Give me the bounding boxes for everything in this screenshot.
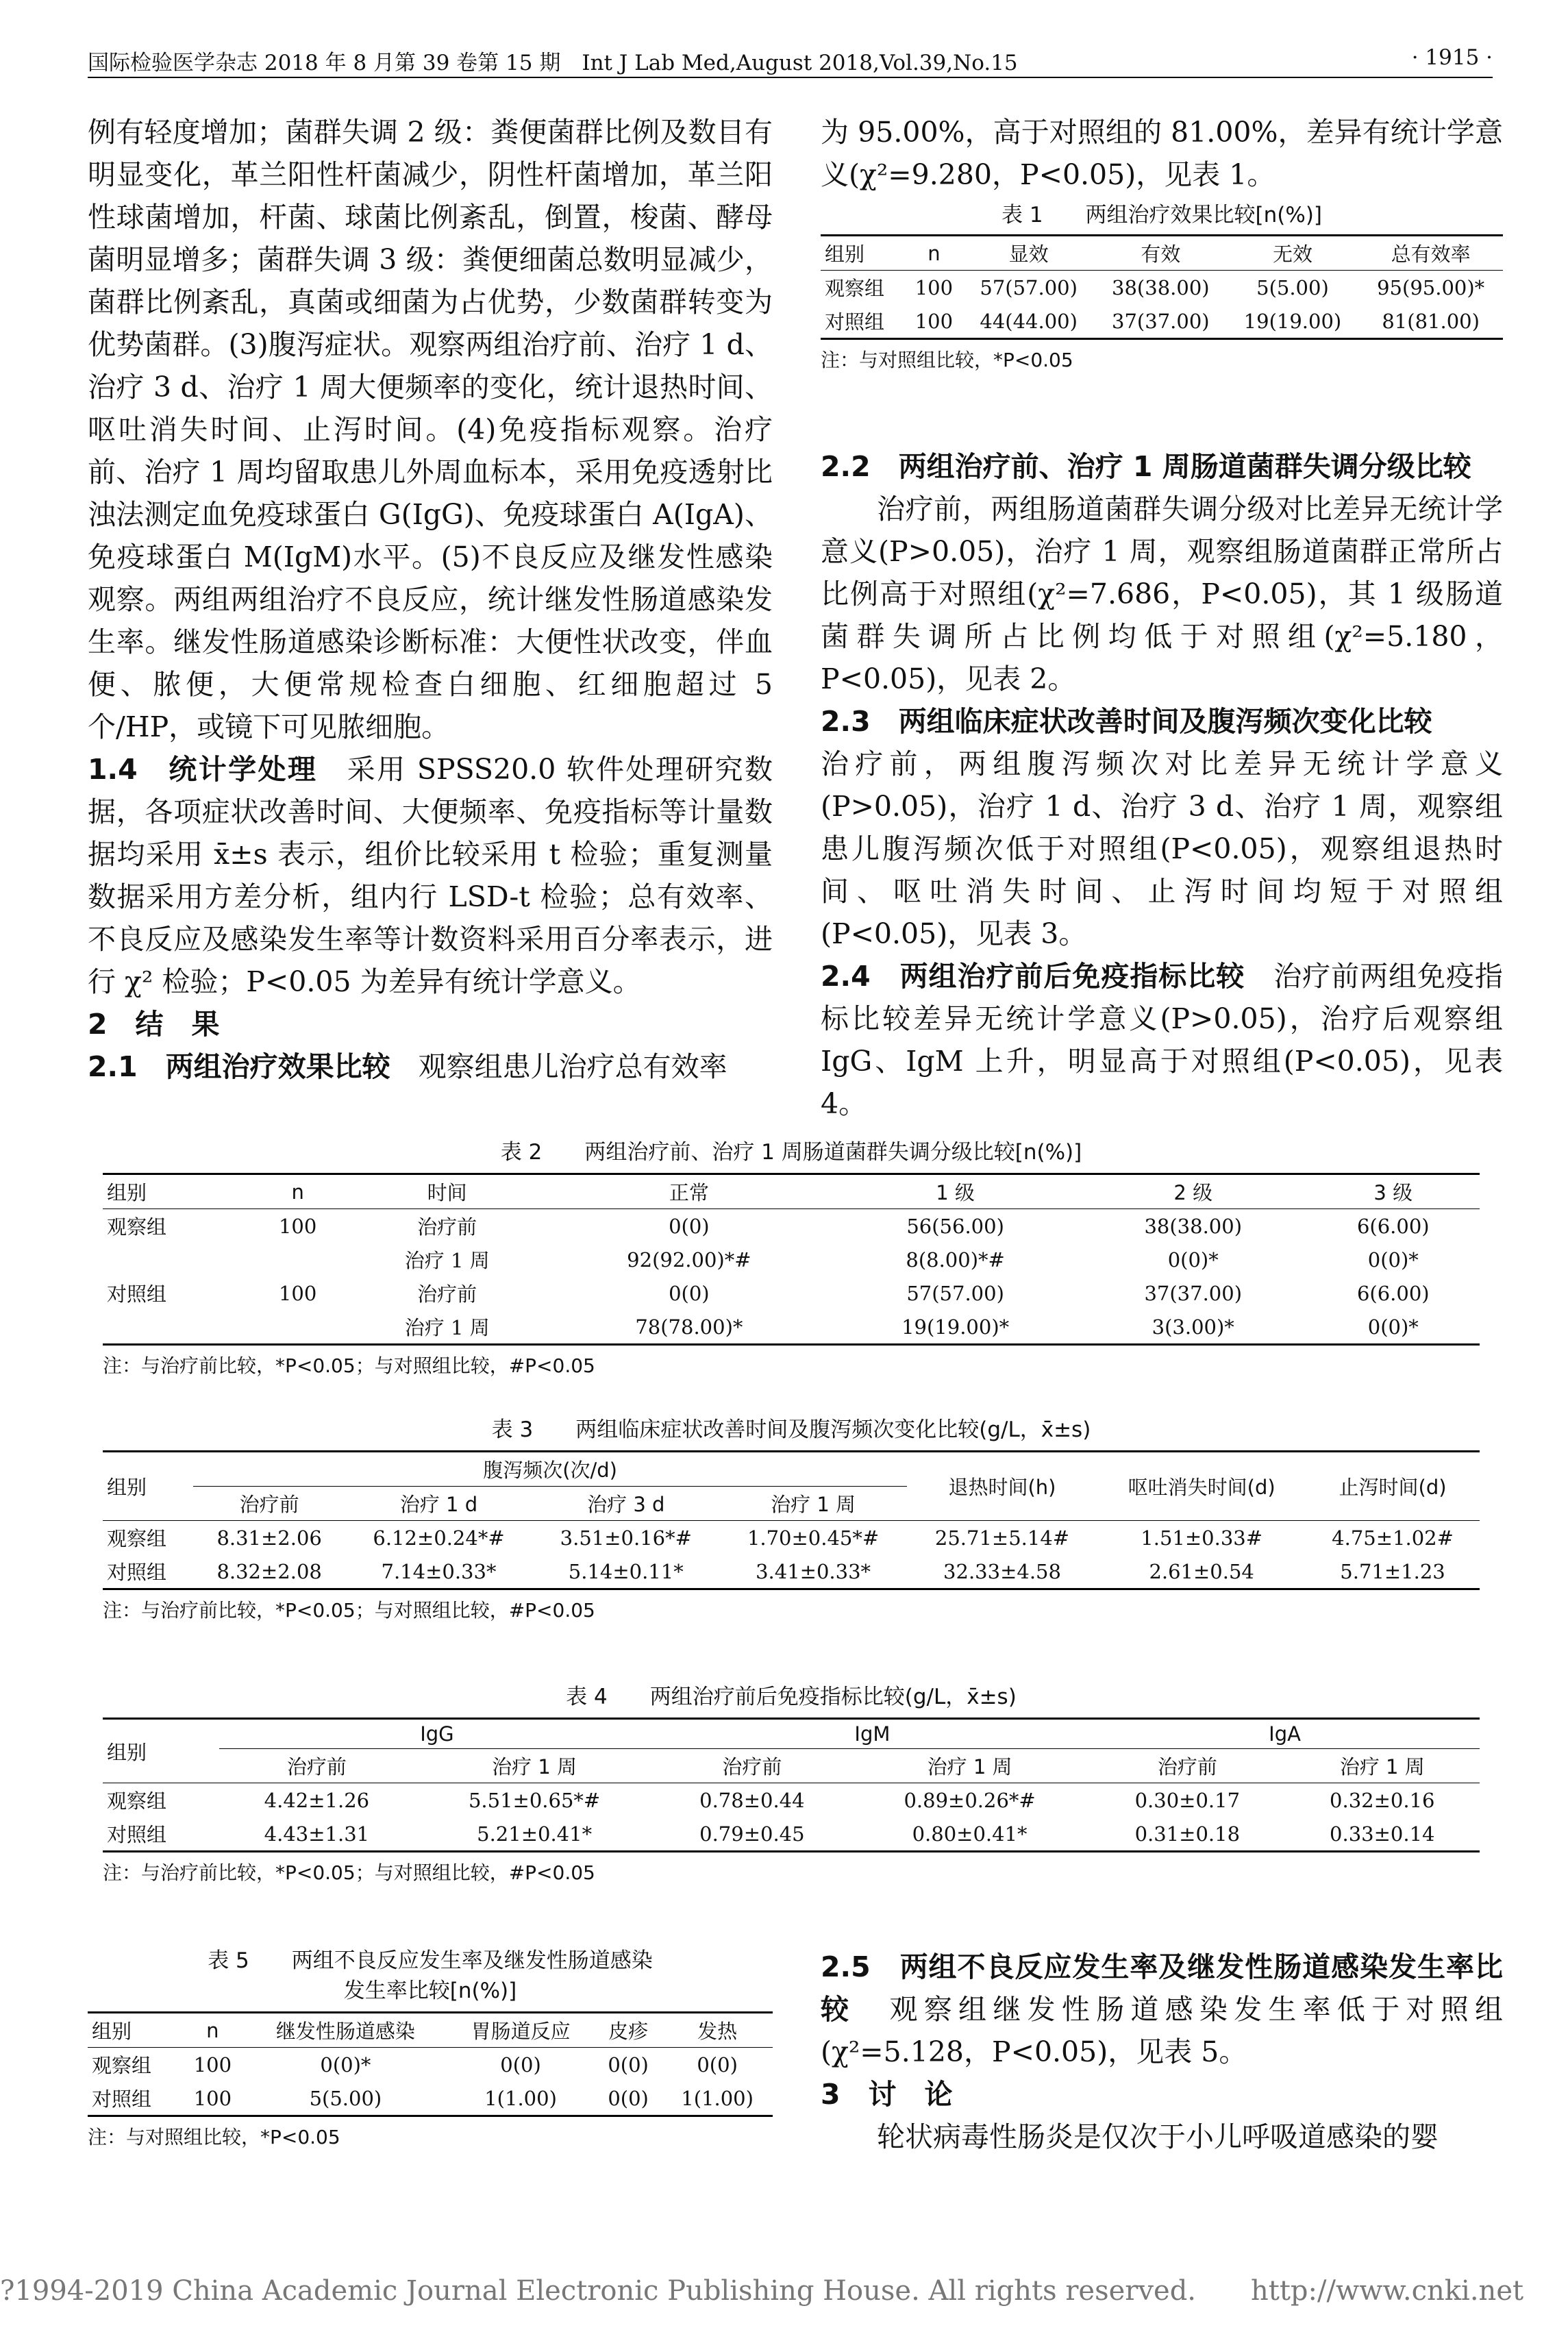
th-before: 治疗前	[1157, 1755, 1217, 1778]
cell: 0(0)*	[1167, 1248, 1219, 1272]
table-row	[103, 1817, 1480, 1852]
section-heading: 2.4 两组治疗前后免疫指标比较	[821, 960, 1245, 993]
cell: 对照组	[92, 2087, 152, 2111]
th-n: n	[291, 1180, 304, 1204]
cell: 38(38.00)	[1112, 275, 1210, 299]
table-2-caption: 表 2 两组治疗前、治疗 1 周肠道菌群失调分级比较[n(%)]	[500, 1140, 1082, 1165]
th-iga: IgA	[1090, 1719, 1480, 1749]
cell: 78(78.00)*	[635, 1315, 743, 1339]
cell: 1(1.00)	[681, 2086, 754, 2110]
cell: 对照组	[825, 310, 885, 334]
section-heading: 1.4 统计学处理	[88, 753, 318, 786]
cell: 3.51±0.16*#	[560, 1526, 692, 1550]
cell: 25.71±5.14#	[934, 1526, 1070, 1550]
th-fever: 发热	[697, 2020, 738, 2043]
th-grade1: 1 级	[936, 1181, 975, 1204]
th-total: 总有效率	[1391, 243, 1471, 266]
table-5-grid	[88, 2011, 773, 2117]
cell: 8.31±2.06	[216, 1526, 322, 1550]
copyright-footer: ?1994-2019 China Academic Journal Electronic Publishing House. All rights reserved. http://www.cnki.net	[0, 2275, 1524, 2307]
cell: 6.12±0.24*#	[373, 1526, 505, 1550]
cell: 5(5.00)	[1256, 275, 1329, 299]
th-group: 组别	[825, 243, 865, 266]
table-row	[103, 1209, 1480, 1243]
cell: 6(6.00)	[1356, 1214, 1430, 1238]
table-row	[103, 1243, 1480, 1276]
cell: 0.31±0.18	[1134, 1822, 1241, 1846]
section-2-2-heading: 2.2 两组治疗前、治疗 1 周肠道菌群失调分级比较	[821, 450, 1471, 483]
section-2-3-body: 治疗前，两组腹泻频次对比差异无统计学意义(P>0.05)，治疗 1 d、治疗 3 d、治疗 1 周，观察组患儿腹泻频次低于对照组(P<0.05)，观察组退热时间、呕吐消失时间、止泻时间均短于对照组(P<0.05)，见表 3。	[821, 747, 1503, 950]
cell: 对照组	[107, 1282, 167, 1306]
section-body: 治疗前两组免疫指标比较差异无统计学意义(P>0.05)，治疗后观察组 IgG、IgM 上升，明显高于对照组(P<0.05)，见表 4。	[821, 960, 1504, 1120]
cell: 0.80±0.41*	[912, 1822, 1028, 1846]
cell: 7.14±0.33*	[381, 1559, 497, 1583]
th-group: 组别	[107, 1181, 147, 1204]
table-3-grid	[103, 1450, 1480, 1590]
table-row	[821, 271, 1503, 305]
cell: 37(37.00)	[1144, 1281, 1243, 1305]
cell: 0(0)	[669, 1214, 710, 1238]
cell: 0.79±0.45	[699, 1822, 805, 1846]
cell: 6(6.00)	[1356, 1281, 1430, 1305]
th-before: 治疗前	[286, 1755, 347, 1778]
cell: 0(0)*	[1367, 1248, 1419, 1272]
th-diarrhea-frequency: 腹泻频次(次/d)	[193, 1452, 906, 1487]
cell	[248, 1243, 347, 1276]
th-effective: 有效	[1141, 243, 1181, 266]
table-row	[103, 1276, 1480, 1310]
cell: 观察组	[92, 2054, 152, 2077]
th-gi-reaction: 胃肠道反应	[471, 2020, 571, 2043]
table-2-note: 注：与治疗前比较，*P<0.05；与对照组比较，#P<0.05	[103, 1354, 595, 1377]
table-row	[103, 1521, 1480, 1555]
cell: 100	[193, 2086, 232, 2110]
th-group: 组别	[103, 1452, 193, 1521]
section-2-heading: 2 结 果	[88, 1008, 220, 1041]
cell: 5(5.00)	[309, 2086, 382, 2110]
th-day1: 治疗 1 d	[399, 1493, 478, 1516]
th-week1: 治疗 1 周	[771, 1493, 856, 1516]
table-4	[103, 1682, 1480, 1885]
cell	[103, 1243, 248, 1276]
cell: 观察组	[107, 1789, 167, 1813]
cell: 5.21±0.41*	[477, 1822, 593, 1846]
cell: 治疗 1 周	[404, 1316, 490, 1339]
table-5-note: 注：与对照组比较，*P<0.05	[88, 2126, 340, 2148]
cell: 3(3.00)*	[1152, 1315, 1234, 1339]
th-igg: IgG	[219, 1719, 654, 1749]
th-fever-time: 退热时间(h)	[907, 1452, 1098, 1521]
section-2-4	[821, 955, 1503, 1125]
cell: 观察组	[825, 277, 885, 300]
cell: 0.32±0.16	[1330, 1788, 1435, 1812]
cell: 0(0)	[608, 2053, 649, 2077]
cell: 92(92.00)*#	[627, 1248, 751, 1272]
journal-info: 国际检验医学杂志 2018 年 8 月第 39 卷第 15 期 Int J Lab Med,August 2018,Vol.39,No.15	[88, 51, 1018, 75]
right-column-top	[821, 111, 1503, 196]
running-header	[88, 42, 1493, 78]
cell: 100	[278, 1214, 317, 1238]
th-week1: 治疗 1 周	[927, 1755, 1012, 1778]
table-5-caption-line1: 表 5 两组不良反应发生率及继发性肠道感染	[208, 1948, 653, 1973]
cell: 2.61±0.54	[1149, 1559, 1254, 1583]
section-2-5	[821, 1946, 1503, 2073]
table-3-note: 注：与治疗前比较，*P<0.05；与对照组比较，#P<0.05	[103, 1599, 595, 1622]
th-vomit-time: 呕吐消失时间(d)	[1097, 1452, 1306, 1521]
th-igm: IgM	[655, 1719, 1090, 1749]
cell: 0.78±0.44	[699, 1788, 805, 1812]
table-row	[88, 2048, 773, 2082]
cell: 0.89±0.26*#	[904, 1788, 1036, 1812]
table-4-grid	[103, 1718, 1480, 1852]
table-3-caption: 表 3 两组临床症状改善时间及腹泻频次变化比较(g/L，x̄±s)	[491, 1417, 1091, 1442]
th-before: 治疗前	[239, 1493, 299, 1516]
cell: 81(81.00)	[1382, 309, 1480, 333]
cell: 100	[193, 2053, 232, 2077]
cell: 56(56.00)	[906, 1214, 1004, 1238]
th-secondary-infection: 继发性肠道感染	[275, 2020, 415, 2043]
th-group: 组别	[92, 2020, 132, 2043]
cell: 1.70±0.45*#	[747, 1526, 880, 1550]
th-group: 组别	[103, 1719, 219, 1783]
left-column	[88, 111, 773, 1088]
cell: 0(0)*	[320, 2053, 371, 2077]
cell: 5.51±0.65*#	[468, 1788, 601, 1812]
th-rash: 皮疹	[608, 2020, 649, 2043]
cell: 5.14±0.11*	[568, 1559, 684, 1583]
cell: 57(57.00)	[980, 275, 1078, 299]
cell: 1(1.00)	[484, 2086, 557, 2110]
cell: 对照组	[107, 1823, 167, 1846]
section-1-4	[88, 748, 773, 1003]
table-4-note: 注：与治疗前比较，*P<0.05；与对照组比较，#P<0.05	[103, 1861, 595, 1884]
th-marked: 显效	[1008, 243, 1049, 266]
cell: 对照组	[107, 1561, 167, 1584]
section-2-3-heading: 2.3 两组临床症状改善时间及腹泻频次变化比较	[821, 705, 1432, 738]
cell: 8(8.00)*#	[906, 1248, 1005, 1272]
section-2-1	[88, 1045, 773, 1088]
section-heading: 2.5 两组不良反应发生率及继发性肠道感染发生率比较	[821, 1950, 1503, 2026]
table-3	[103, 1415, 1480, 1623]
cell: 5.71±1.23	[1340, 1559, 1445, 1583]
cell: 1.51±0.33#	[1141, 1526, 1263, 1550]
table-2	[103, 1137, 1480, 1378]
cell: 37(37.00)	[1112, 309, 1210, 333]
cell: 32.33±4.58	[943, 1559, 1061, 1583]
table-1-caption: 表 1 两组治疗效果比较[n(%)]	[1001, 203, 1323, 227]
cell: 44(44.00)	[980, 309, 1078, 333]
cell: 0(0)	[669, 1281, 710, 1305]
cell: 0(0)	[500, 2053, 541, 2077]
cell: 观察组	[107, 1527, 167, 1550]
cell: 8.32±2.08	[216, 1559, 322, 1583]
cell: 95(95.00)*	[1377, 275, 1485, 299]
table-5-caption-line2: 发生率比较[n(%)]	[343, 1979, 517, 2003]
table-1-grid	[821, 234, 1503, 340]
cell: 19(19.00)	[1243, 309, 1342, 333]
cell: 0.33±0.14	[1330, 1822, 1435, 1846]
cell: 100	[278, 1281, 317, 1305]
section-body: 观察组继发性肠道感染发生率低于对照组(χ²=5.128，P<0.05)，见表 5。	[821, 1993, 1504, 2068]
cell: 4.43±1.31	[264, 1822, 370, 1846]
cell: 观察组	[107, 1215, 167, 1239]
cell: 治疗 1 周	[404, 1249, 490, 1272]
table-row	[103, 1783, 1480, 1818]
cell: 0(0)	[697, 2053, 738, 2077]
th-n: n	[206, 2018, 219, 2042]
th-before: 治疗前	[722, 1755, 782, 1778]
cell: 0(0)	[608, 2086, 649, 2110]
th-day3: 治疗 3 d	[587, 1493, 665, 1516]
table-2-grid	[103, 1173, 1480, 1346]
th-grade3: 3 级	[1373, 1181, 1413, 1204]
table-row	[88, 2081, 773, 2116]
results-paragraph: 为 95.00%，高于对照组的 81.00%，差异有统计学意义(χ²=9.280，P<0.05)，见表 1。	[821, 116, 1503, 191]
section-body: 观察组患儿治疗总有效率	[390, 1050, 727, 1083]
cell	[248, 1310, 347, 1345]
cell: 100	[914, 309, 954, 333]
table-row	[103, 1554, 1480, 1589]
th-week1: 治疗 1 周	[492, 1755, 577, 1778]
cell: 治疗前	[417, 1282, 477, 1306]
table-1-note: 注：与对照组比较，*P<0.05	[821, 349, 1073, 371]
cell	[103, 1310, 248, 1345]
th-grade2: 2 级	[1173, 1181, 1213, 1204]
table-row	[821, 304, 1503, 339]
table-4-caption: 表 4 两组治疗前后免疫指标比较(g/L，x̄±s)	[566, 1685, 1017, 1709]
th-normal: 正常	[669, 1181, 709, 1204]
th-time: 时间	[427, 1181, 467, 1204]
cell: 100	[914, 275, 954, 299]
cell: 4.75±1.02#	[1332, 1526, 1454, 1550]
section-heading: 2.1 两组治疗效果比较	[88, 1050, 390, 1083]
table-5	[88, 1946, 773, 2150]
th-n: n	[928, 241, 941, 265]
section-2-2-body: 治疗前，两组肠道菌群失调分级对比差异无统计学意义(P>0.05)，治疗 1 周，观察组肠道菌群正常所占比例高于对照组(χ²=7.686，P<0.05)，其 1 级肠道菌群失调所占比例均低于对照组(χ²=5.180，P<0.05)，见表 2。	[821, 493, 1503, 695]
th-diarrhea-stop-time: 止泻时间(d)	[1306, 1452, 1480, 1521]
table-row	[103, 1310, 1480, 1345]
th-ineffective: 无效	[1272, 243, 1312, 266]
section-3-heading: 3 讨 论	[821, 2078, 953, 2111]
section-3-body: 轮状病毒性肠炎是仅次于小儿呼吸道感染的婴	[877, 2120, 1439, 2153]
cell: 38(38.00)	[1144, 1214, 1243, 1238]
cell: 4.42±1.26	[264, 1788, 370, 1812]
right-column-bottom	[821, 1946, 1503, 2158]
cell: 19(19.00)*	[901, 1315, 1010, 1339]
table-1	[821, 200, 1503, 373]
section-body: 采用 SPSS20.0 软件处理研究数据，各项症状改善时间、大便频率、免疫指标等计量数据均采用 x̄±s 表示，组价比较采用 t 检验；重复测量数据采用方差分析，组内行 LSD-t 检验；总有效率、不良反应及感染发生率等计数资料采用百分率表示，进行 χ² 检验；P<0.05 为差异有统计学意义。	[88, 753, 773, 998]
page-number: · 1915 ·	[1411, 45, 1493, 70]
right-column-middle	[821, 445, 1503, 1125]
methods-paragraph: 例有轻度增加；菌群失调 2 级：粪便菌群比例及数目有明显变化，革兰阳性杆菌减少，阴性杆菌增加，革兰阳性球菌增加，杆菌、球菌比例紊乱，倒置，梭菌、酵母菌明显增多；菌群失调 3 级：粪便细菌总数明显减少，菌群比例紊乱，真菌或细菌为占优势，少数菌群转变为优势菌群。(3)腹泻症状。观察两组治疗前、治疗 1 d、治疗 3 d、治疗 1 周大便频率的变化，统计退热时间、呕吐消失时间、止泻时间。(4)免疫指标观察。治疗前、治疗 1 周均留取患儿外周血标本，采用免疫透射比浊法测定血免疫球蛋白 G(IgG)、免疫球蛋白 A(IgA)、免疫球蛋白 M(IgM)水平。(5)不良反应及继发性感染观察。两组两组治疗不良反应，统计继发性肠道感染发生率。继发性肠道感染诊断标准：大便性状改变，伴血便、脓便，大便常规检查白细胞、红细胞超过 5 个/HP，或镜下可见脓细胞。	[88, 116, 773, 743]
cell: 3.41±0.33*	[756, 1559, 871, 1583]
th-week1: 治疗 1 周	[1339, 1755, 1425, 1778]
cell: 0(0)*	[1367, 1315, 1419, 1339]
cell: 0.30±0.17	[1134, 1788, 1241, 1812]
cell: 治疗前	[417, 1215, 477, 1239]
cell: 57(57.00)	[906, 1281, 1004, 1305]
